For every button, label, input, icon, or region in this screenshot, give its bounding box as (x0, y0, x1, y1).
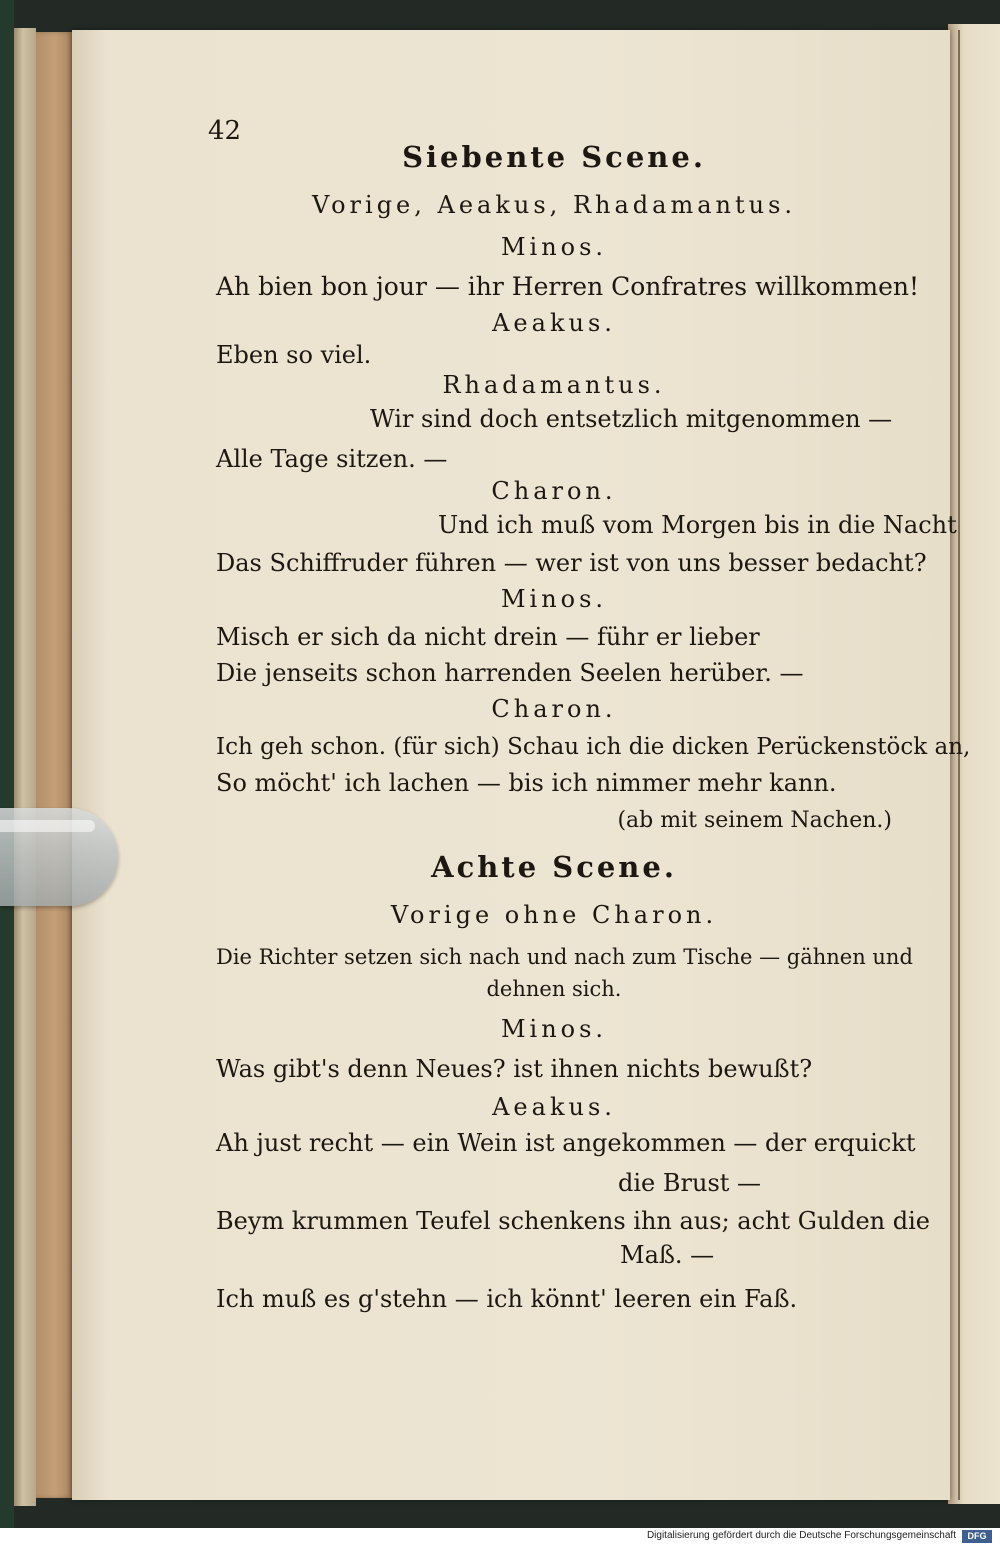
scene-eight-title: Achte Scene. (431, 850, 677, 884)
scene-seven-cast: Vorige, Aeakus, Rhadamantus. (311, 191, 797, 219)
dialogue-line: Maß. — (620, 1241, 715, 1269)
scanner-clip-highlight (0, 820, 95, 832)
dialogue-line: Ich muß es g'stehn — ich könnt' leeren ein Faß. (216, 1285, 798, 1313)
next-page-fold (958, 30, 960, 1500)
speaker-label: Aeakus. (492, 309, 616, 337)
dialogue-line: So möcht' ich lachen — bis ich nimmer mehr kann. (216, 769, 837, 797)
dialogue-line: die Brust — (618, 1169, 762, 1197)
book-spine-edge (0, 0, 14, 1528)
speaker-label: Minos. (500, 585, 608, 613)
dialogue-line: Ah just recht — ein Wein ist angekommen — der erquickt (216, 1129, 916, 1157)
speaker-label: Minos. (500, 233, 608, 261)
stage-direction: dehnen sich. (486, 977, 622, 1001)
dialogue-line: Was gibt's denn Neues? ist ihnen nichts bewußt? (216, 1055, 813, 1083)
book-cover-edge (36, 32, 74, 1498)
speaker-label: Charon. (491, 695, 617, 723)
dialogue-line: Ah bien bon jour — ihr Herren Confratres willkommen! (216, 272, 920, 301)
dialogue-line: Das Schiffruder führen — wer ist von uns besser bedacht? (216, 549, 927, 577)
dialogue-line: Beym krummen Teufel schenkens ihn aus; acht Gulden die (216, 1207, 930, 1235)
dialogue-line: Eben so viel. (216, 341, 372, 369)
speaker-label: Aeakus. (492, 1093, 616, 1121)
stage-direction: Die Richter setzen sich nach und nach zum Tische — gähnen und (216, 945, 913, 969)
page-stack-edge (14, 28, 36, 1506)
dialogue-line: Alle Tage sitzen. — (216, 445, 448, 473)
speaker-label: Charon. (491, 477, 617, 505)
scene-eight-cast: Vorige ohne Charon. (390, 901, 718, 929)
dfg-logo-icon: DFG (962, 1530, 992, 1543)
speaker-label: Minos. (500, 1015, 608, 1043)
next-page-edge (948, 24, 1000, 1504)
dialogue-line: Und ich muß vom Morgen bis in die Nacht (438, 511, 957, 539)
footer-credit: Digitalisierung gefördert durch die Deutsche Forschungsgemeinschaft (646, 1530, 956, 1541)
dialogue-line: Ich geh schon. (für sich) Schau ich die dicken Perückenstöck an, (216, 734, 971, 760)
dialogue-line: Misch er sich da nicht drein — führ er lieber (216, 623, 760, 651)
speaker-label: Rhadamantus. (442, 371, 666, 399)
page-number: 42 (208, 116, 242, 146)
stage-direction: (ab mit seinem Nachen.) (617, 808, 892, 833)
dialogue-line: Die jenseits schon harrenden Seelen herüber. — (216, 659, 804, 687)
scene-seven-title: Siebente Scene. (402, 140, 706, 174)
dialogue-line: Wir sind doch entsetzlich mitgenommen — (370, 405, 893, 433)
